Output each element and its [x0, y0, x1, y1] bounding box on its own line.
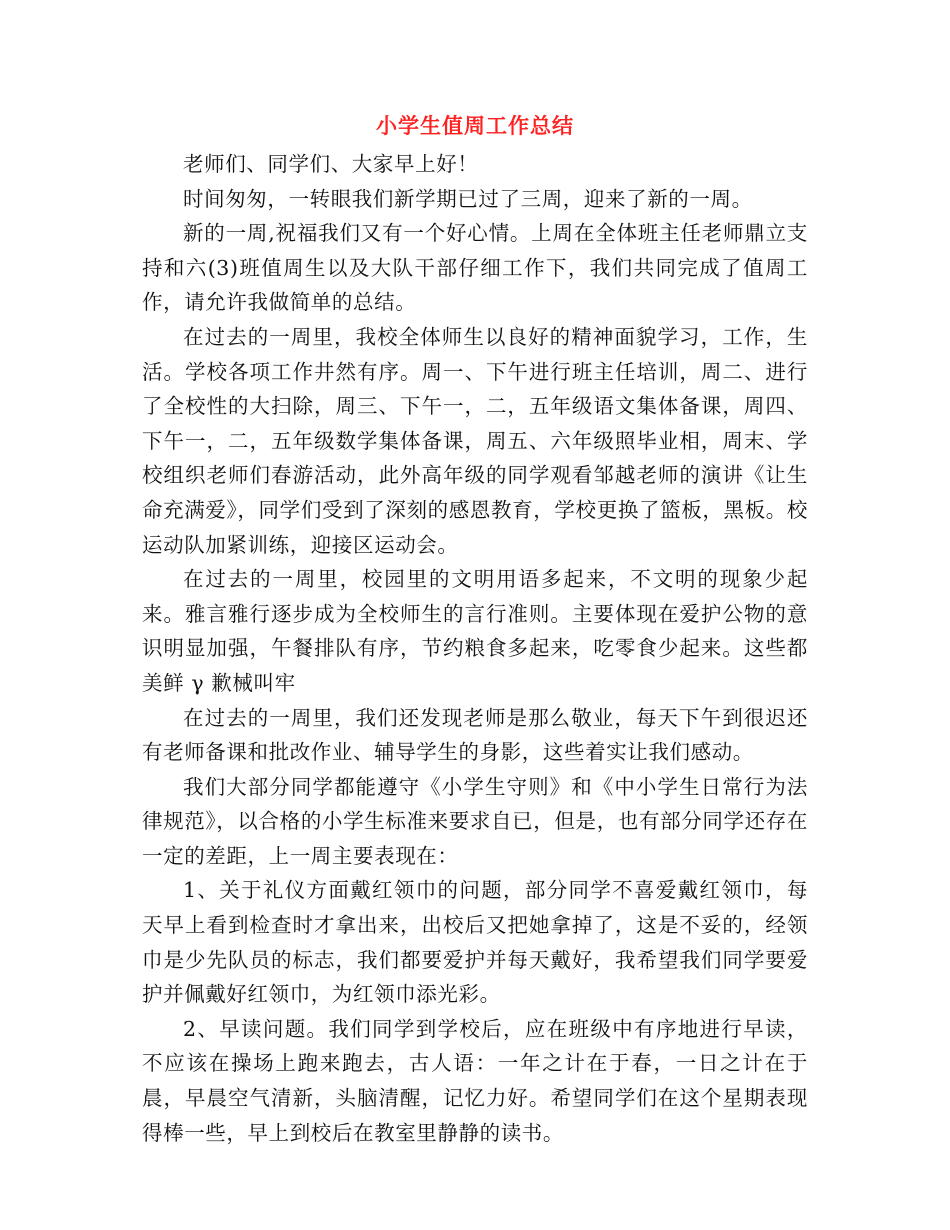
paragraph: 在过去的一周里，校园里的文明用语多起来，不文明的现象少起来。雅言雅行逐步成为全校师生的言行准则。主要体现在爱护公物的意识明显加强，午餐排队有序，节约粮食多起来，吃零食少起来。这些都美鲜 γ 歉械叫牢	[142, 567, 808, 695]
paragraph: 在过去的一周里，我们还发现老师是那么敬业，每天下午到很迟还有老师备课和批改作业、辅导学生的身影，这些着实让我们感动。	[142, 705, 808, 765]
paragraph: 1、关于礼仪方面戴红领巾的问题，部分同学不喜爱戴红领巾，每天早上看到检查时才拿出来，出校后又把她拿掉了，这是不妥的，经领巾是少先队员的标志，我们都要爱护并每天戴好，我希望我们同学要爱护并佩戴好红领巾，为红领巾添光彩。	[142, 878, 808, 1007]
paragraph: 2、早读问题。我们同学到学校后，应在班级中有序地进行早读，不应该在操场上跑来跑去，古人语：一年之计在于春，一日之计在于晨，早晨空气清新，头脑清醒，记忆力好。希望同学们在这个星期表现得棒一些，早上到校后在教室里静静的读书。	[142, 1016, 808, 1145]
document-body	[142, 147, 808, 1150]
paragraph: 在过去的一周里，我校全体师生以良好的精神面貌学习，工作，生活。学校各项工作井然有序。周一、下午进行班主任培训，周二、进行了全校性的大扫除，周三、下午一，二，五年级语文集体备课，周四、下午一，二，五年级数学集体备课，周五、六年级照毕业相，周末、学校组织老师们春游活动，此外高年级的同学观看邹越老师的演讲《让生命充满爱》，同学们受到了深刻的感恩教育，学校更换了篮板，黑板。校运动队加紧训练，迎接区运动会。	[142, 324, 808, 557]
paragraph: 我们大部分同学都能遵守《小学生守则》和《中小学生日常行为法律规范》，以合格的小学生标准来要求自已，但是，也有部分同学还存在一定的差距，上一周主要表现在：	[142, 774, 808, 868]
paragraph-greeting: 老师们、同学们、大家早上好！	[183, 152, 479, 176]
paragraph: 时间匆匆，一转眼我们新学期已过了三周，迎来了新的一周。	[183, 186, 753, 211]
document-title: 小学生值周工作总结	[376, 113, 574, 138]
paragraph: 新的一周,祝福我们又有一个好心情。上周在全体班主任老师鼎立支持和六(3)班值周生以及大队干部仔细工作下，我们共同完成了值周工作，请允许我做简单的总结。	[142, 221, 808, 315]
